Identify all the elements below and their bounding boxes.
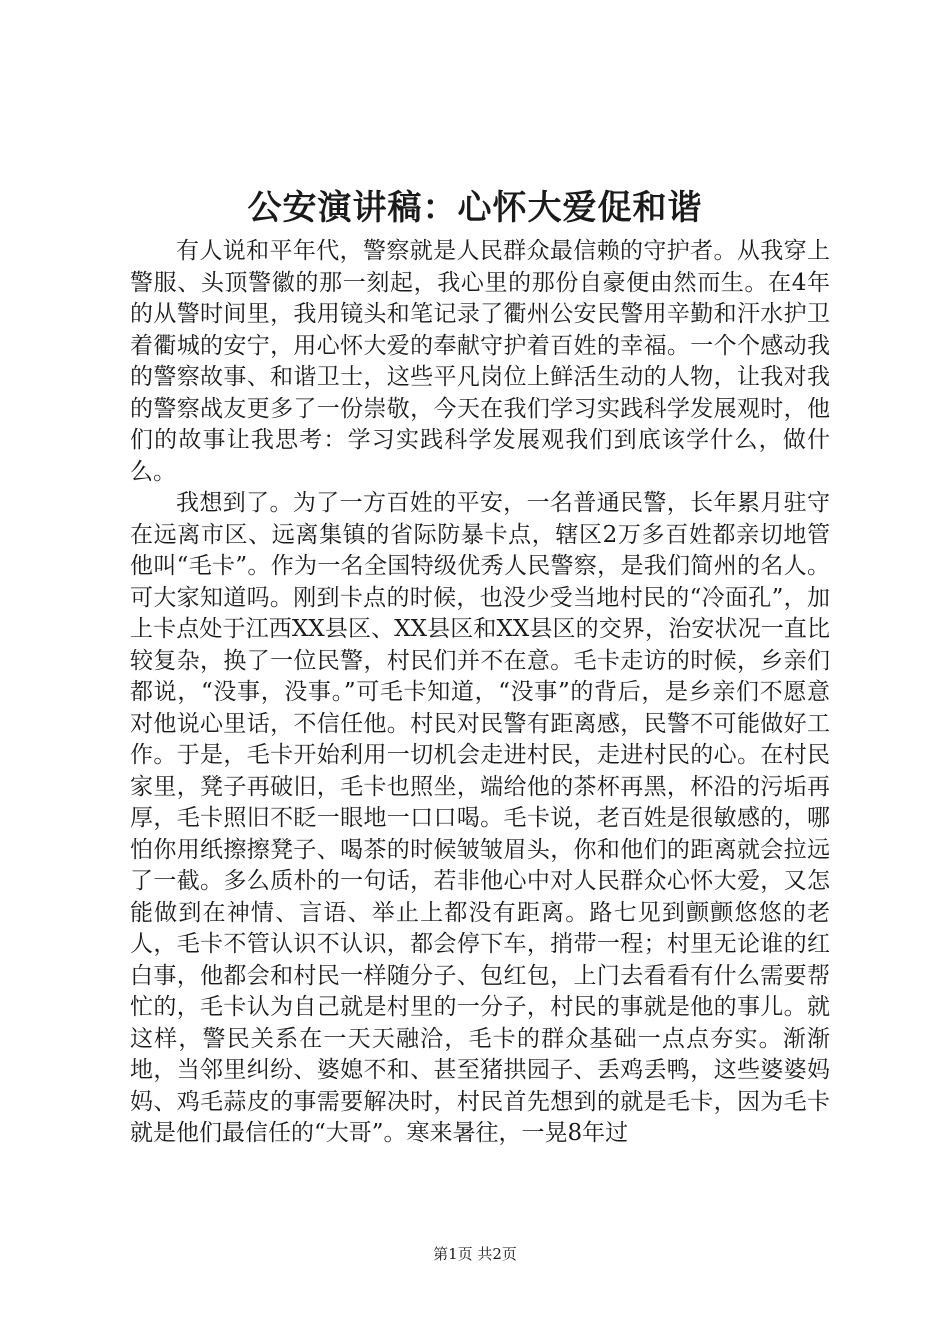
paragraph: 我想到了。为了一方百姓的平安，一名普通民警，长年累月驻守在远离市区、远离集镇的省际防暴卡点，辖区2万多百姓都亲切地管他叫“毛卡”。作为一名全国特级优秀人民警察，是我们简州的名人。可大家知道吗。刚到卡点的时候，也没少受当地村民的“冷面孔”，加上卡点处于江西XX县区、XX县区和XX县区的交界，治安状况一直比较复杂，换了一位民警，村民们并不在意。毛卡走访的时候，乡亲们都说，“没事，没事。”可毛卡知道，“没事”的背后，是乡亲们不愿意对他说心里话，不信任他。村民对民警有距离感，民警不可能做好工作。于是，毛卡开始利用一切机会走进村民，走进村民的心。在村民家里，凳子再破旧，毛卡也照坐，端给他的茶杯再黑，杯沿的污垢再厚，毛卡照旧不眨一眼地一口口喝。毛卡说，老百姓是很敏感的，哪怕你用纸擦擦凳子、喝茶的时候皱皱眉头，你和他们的距离就会拉远了一截。多么质朴的一句话，若非他心中对人民群众心怀大爱，又怎能做到在神情、言语、举止上都没有距离。路七见到颤颤悠悠的老人，毛卡不管认识不认识，都会停下车，捎带一程；村里无论谁的红白事，他都会和村民一样随分子、包红包，上门去看看有什么需要帮忙的，毛卡认为自己就是村里的一分子，村民的事就是他的事儿。就这样，警民关系在一天天融洽，毛卡的群众基础一点点夯实。渐渐地，当邻里纠纷、婆媳不和、甚至猪拱园子、丢鸡丢鸭，这些婆婆妈妈、鸡毛蒜皮的事需要解决时，村民首先想到的就是毛卡，因为毛卡就是他们最信任的“大哥”。寒来暑往，一晃8年过	[130, 490, 830, 1146]
paragraph: 有人说和平年代，警察就是人民群众最信赖的守护者。从我穿上警服、头顶警徽的那一刻起，我心里的那份自豪便由然而生。在4年的从警时间里，我用镜头和笔记录了衢州公安民警用辛勤和汗水护卫着衢城的安宁，用心怀大爱的奉献守护着百姓的幸福。一个个感动我的警察故事、和谐卫士，这些平凡岗位上鲜活生动的人物，让我对我的警察战友更多了一份崇敬，今天在我们学习实践科学发展观时，他们的故事让我思考：学习实践科学发展观我们到底该学什么，做什么。	[130, 238, 830, 485]
document-body	[130, 236, 830, 1150]
document-title: 公安演讲稿：心怀大爱促和谐	[247, 188, 703, 228]
page-footer: 第1页 共2页	[433, 1245, 517, 1263]
